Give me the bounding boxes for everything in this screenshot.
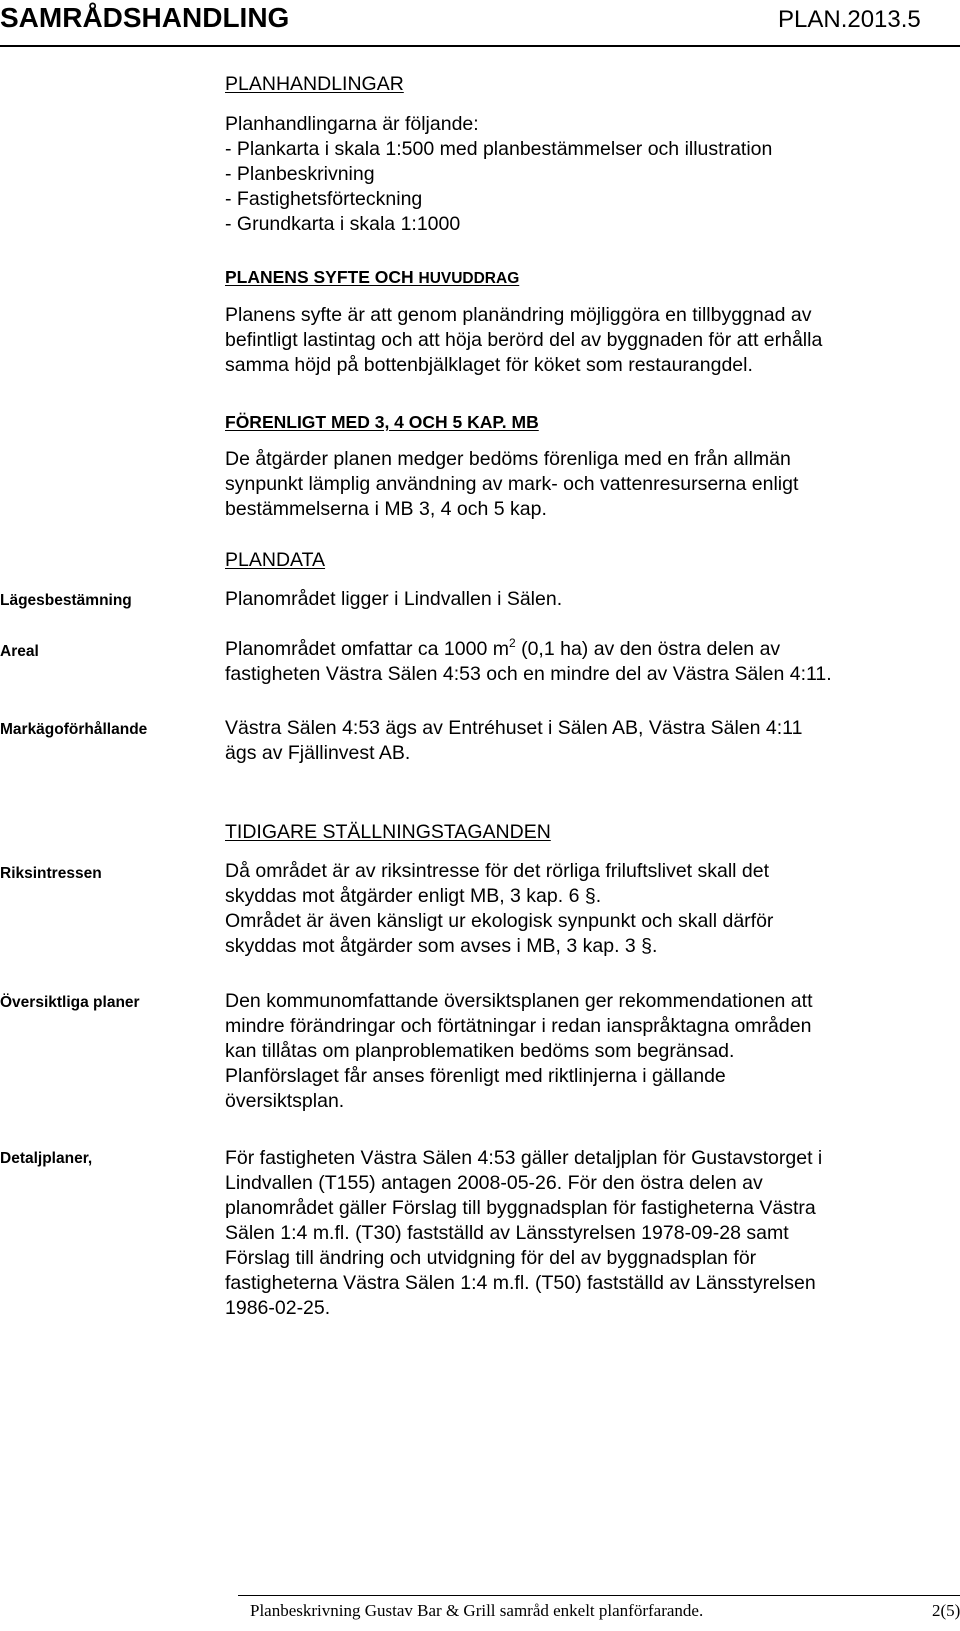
detalj-line: Förslag till ändring och utvidgning för del av byggnadsplan för [225,1247,757,1269]
planhandlingar-line: - Grundkarta i skala 1:1000 [225,213,461,235]
syfte-line: befintligt lastintag och att höja berörd del av byggnaden för att erhålla [225,329,823,351]
lagesbestamning-text: Planområdet ligger i Lindvallen i Sälen. [225,588,563,610]
section-heading-syfte [225,265,519,291]
syfte-heading-part-a: PLANENS SYFTE OCH [225,267,419,287]
syfte-paragraph [225,303,822,378]
forenligt-line: De åtgärder planen medger bedöms förenliga med en från allmän [225,448,791,470]
detalj-line: 1986-02-25. [225,1297,331,1319]
section-heading-tidigare: TIDIGARE STÄLLNINGSTAGANDEN [225,821,551,843]
syfte-line: samma höjd på bottenbjälklaget för köket som restaurangdel. [225,354,753,376]
plan-number: PLAN.2013.5 [778,6,921,33]
oversikt-line: översiktsplan. [225,1090,345,1112]
label-detaljplaner: Detaljplaner, [0,1150,93,1167]
section-heading-forenligt: FÖRENLIGT MED 3, 4 OCH 5 KAP. MB [225,412,539,432]
document-status: SAMRÅDSHANDLING [0,2,290,33]
footer [250,1601,960,1621]
riks-line: skyddas mot åtgärder som avses i MB, 3 kap. 3 §. [225,935,658,957]
riks-line: Då området är av riksintresse för det rörliga friluftslivet skall det [225,860,770,882]
detalj-line: fastigheterna Västra Sälen 1:4 m.fl. (T50) fastställd av Länsstyrelsen [225,1272,816,1294]
detalj-line: planområdet gäller Förslag till byggnadsplan för fastigheterna Västra [225,1197,816,1219]
label-oversiktliga-planer: Översiktliga planer [0,994,140,1011]
footer-text: Planbeskrivning Gustav Bar & Grill samråd enkelt planförfarande. [250,1601,704,1620]
forenligt-line: bestämmelserna i MB 3, 4 och 5 kap. [225,498,547,520]
planhandlingar-line: - Fastighetsförteckning [225,188,423,210]
areal-line [225,637,832,662]
detaljplaner-paragraph [225,1146,822,1321]
planhandlingar-line: Planhandlingarna är följande: [225,113,479,135]
page-number: 2(5) [932,1601,960,1620]
header-divider [0,45,960,47]
areal-line: fastigheten Västra Sälen 4:53 och en mindre del av Västra Sälen 4:11. [225,663,832,685]
section-heading-planhandlingar: PLANHANDLINGAR [225,73,404,95]
riks-line: skyddas mot åtgärder enligt MB, 3 kap. 6 §. [225,885,602,907]
mark-line: ägs av Fjällinvest AB. [225,742,411,764]
syfte-line: Planens syfte är att genom planändring möjliggöra en tillbyggnad av [225,304,812,326]
footer-divider [238,1595,960,1596]
oversiktliga-paragraph [225,989,813,1114]
areal-line-pre: Planområdet omfattar ca 1000 m [225,638,509,660]
section-heading-plandata: PLANDATA [225,549,326,571]
oversikt-line: Den kommunomfattande översiktsplanen ger rekommendationen att [225,990,813,1012]
label-markagoforhallande: Markägoförhållande [0,721,148,738]
planhandlingar-line: - Planbeskrivning [225,163,375,185]
markagoforhallande-paragraph [225,716,802,766]
syfte-heading-part-b: HUVUDDRAG [418,270,520,287]
label-areal: Areal [0,643,39,660]
label-lagesbestamning: Lägesbestämning [0,592,132,609]
forenligt-paragraph [225,447,798,522]
mark-line: Västra Sälen 4:53 ägs av Entréhuset i Sälen AB, Västra Sälen 4:11 [225,717,803,739]
riksintressen-paragraph [225,859,773,959]
riks-line: Området är även känsligt ur ekologisk synpunkt och skall därför [225,910,774,932]
oversikt-line: Planförslaget får anses förenligt med riktlinjerna i gällande [225,1065,726,1087]
label-riksintressen: Riksintressen [0,865,102,882]
forenligt-line: synpunkt lämplig användning av mark- och vattenresurserna enligt [225,473,799,495]
areal-line-post: (0,1 ha) av den östra delen av [515,638,781,660]
detalj-line: Sälen 1:4 m.fl. (T30) fastställd av Länsstyrelsen 1978-09-28 samt [225,1222,789,1244]
oversikt-line: kan tillåtas om planproblematiken bedöms som begränsad. [225,1040,735,1062]
detalj-line: För fastigheten Västra Sälen 4:53 gäller detaljplan för Gustavstorget i [225,1147,823,1169]
planhandlingar-list [225,112,772,237]
detalj-line: Lindvallen (T155) antagen 2008-05-26. För den östra delen av [225,1172,763,1194]
oversikt-line: mindre förändringar och förtätningar i redan ianspråktagna områden [225,1015,812,1037]
planhandlingar-line: - Plankarta i skala 1:500 med planbestämmelser och illustration [225,138,773,160]
areal-superscript: 2 [508,636,516,650]
areal-paragraph [225,637,832,687]
